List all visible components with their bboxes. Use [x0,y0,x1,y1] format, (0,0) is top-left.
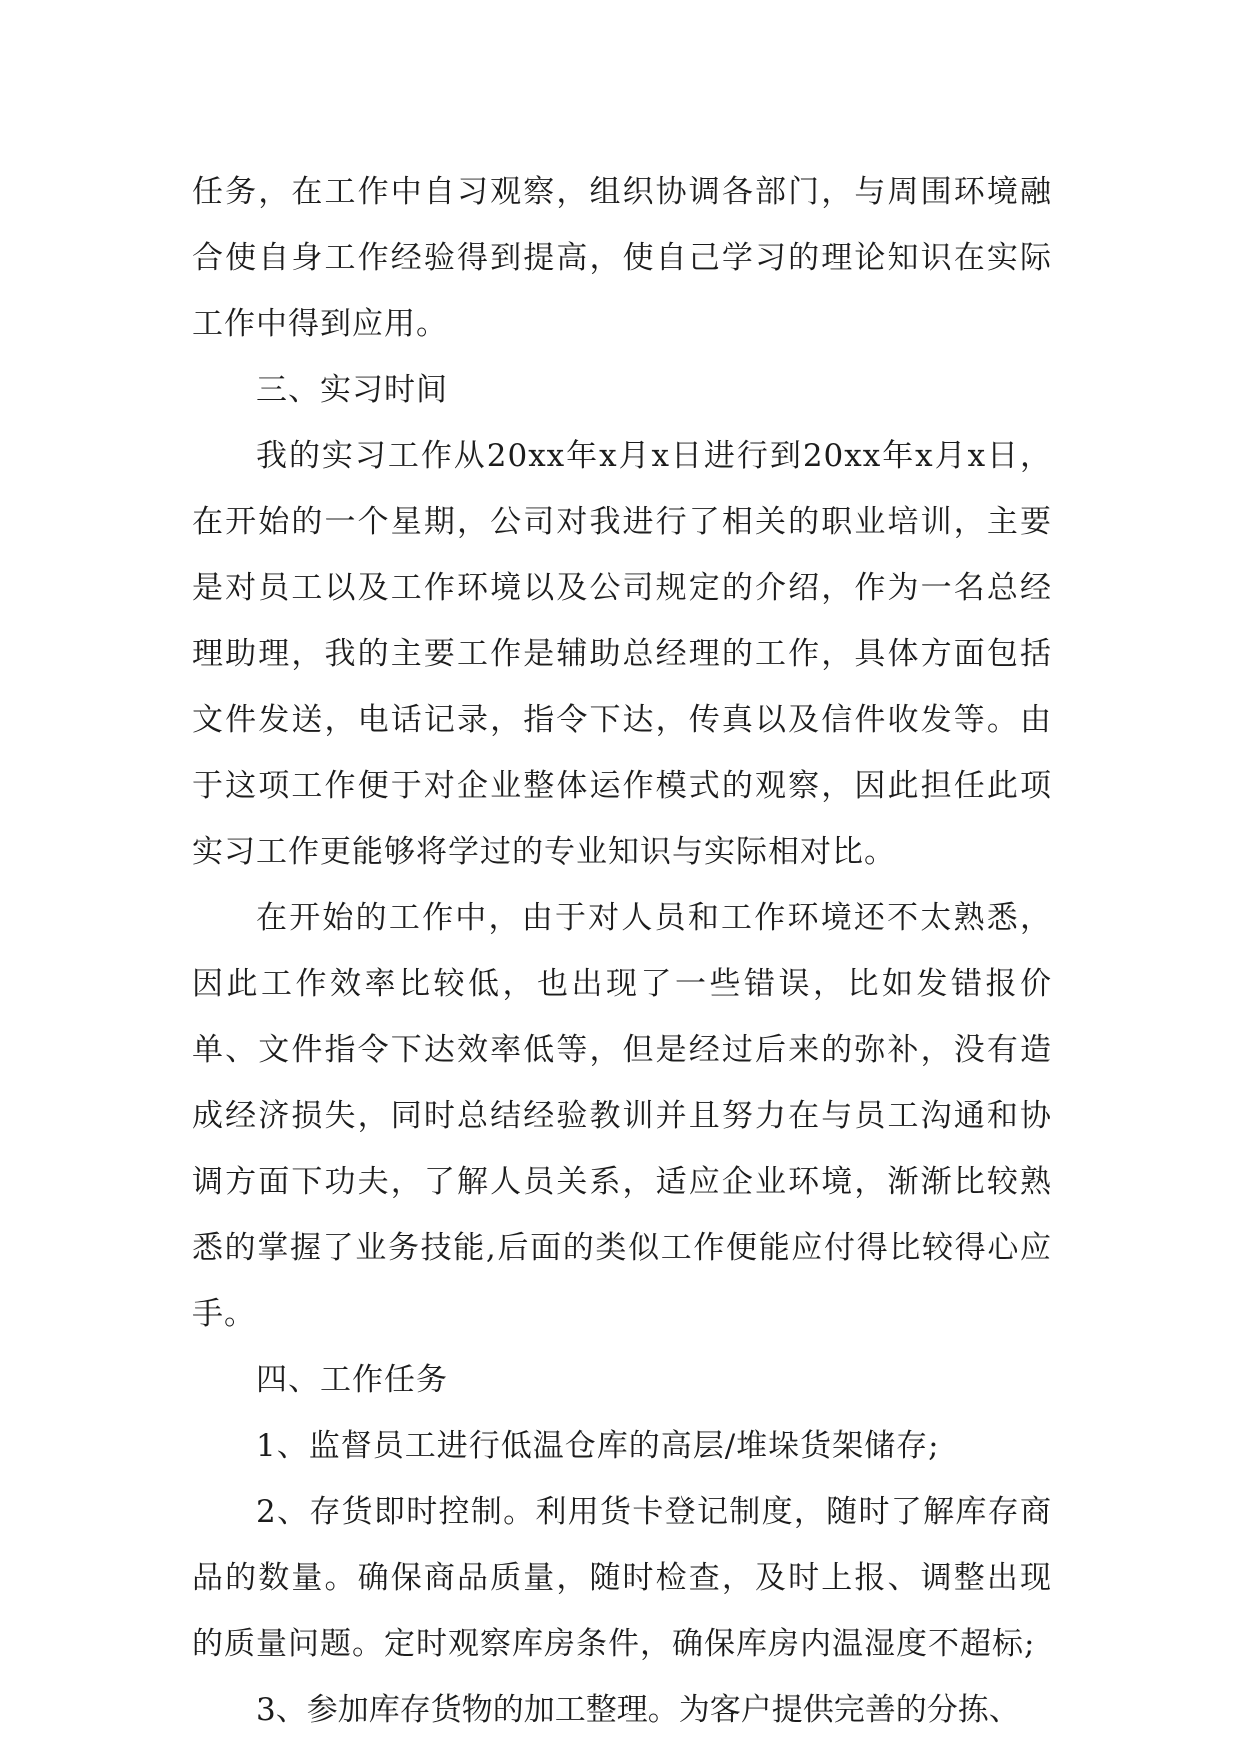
section-heading-internship-time: 三、实习时间 [256,372,448,408]
paragraph-task-continuation: 任务，在工作中自习观察，组织协调各部门，与周围环境融合使自身工作经验得到提高，使自己学习的理论知识在实际工作中得到应用。 [192,174,1052,342]
paragraph-internship-period: 我的实习工作从20xx年x月x日进行到20xx年x月x日，在开始的一个星期，公司对我进行了相关的职业培训，主要是对员工以及工作环境以及公司规定的介绍，作为一名总经理助理，我的主要工作是辅助总经理的工作，具体方面包括文件发送，电话记录，指令下达，传真以及信件收发等。由于这项工作便于对企业整体运作模式的观察，因此担任此项实习工作更能够将学过的专业知识与实际相对比。 [192,438,1052,870]
paragraph-early-work: 在开始的工作中，由于对人员和工作环境还不太熟悉，因此工作效率比较低，也出现了一些错误，比如发错报价单、文件指令下达效率低等，但是经过后来的弥补，没有造成经济损失，同时总结经验教训并且努力在与员工沟通和协调方面下功夫，了解人员关系，适应企业环境，渐渐比较熟悉的掌握了业务技能,后面的类似工作便能应付得比较得心应手。 [192,900,1052,1332]
list-item-task-2: 2、存货即时控制。利用货卡登记制度，随时了解库存商品的数量。确保商品质量，随时检查，及时上报、调整出现的质量问题。定时观察库房条件，确保库房内温湿度不超标; [192,1494,1052,1662]
document-body [192,159,1052,1743]
section-heading-work-tasks: 四、工作任务 [256,1362,448,1398]
list-item-task-1: 1、监督员工进行低温仓库的高层/堆垛货架储存; [256,1428,940,1464]
list-item-task-3: 3、参加库存货物的加工整理。为客户提供完善的分拣、 [256,1692,1020,1728]
